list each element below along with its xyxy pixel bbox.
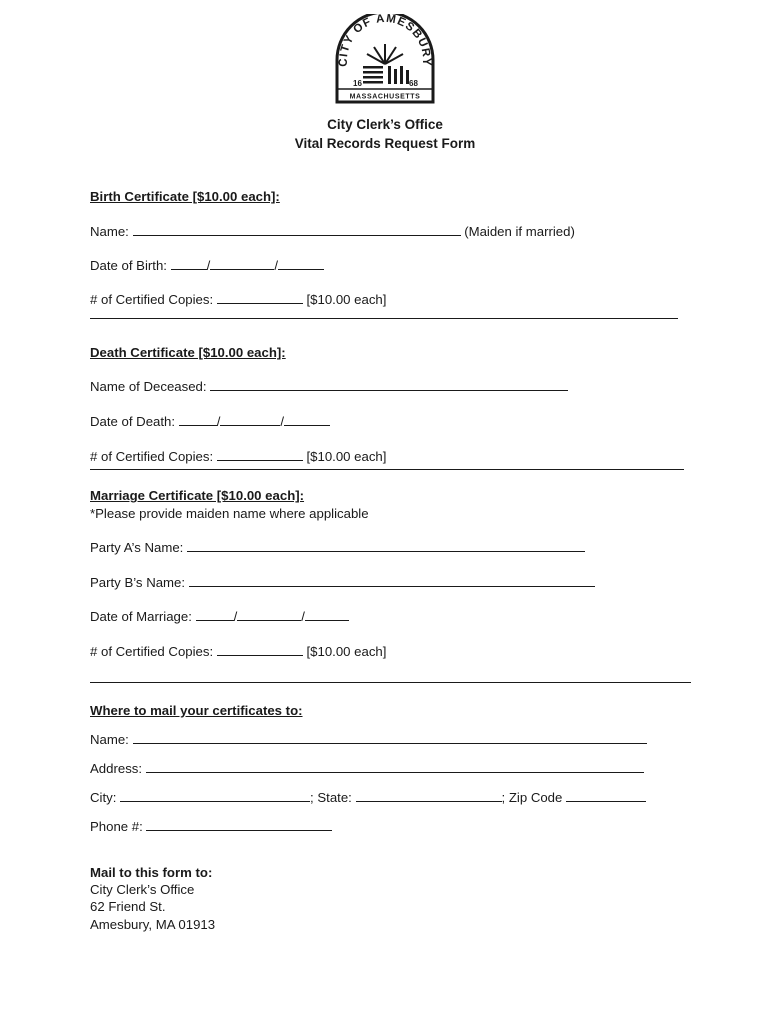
mail-to-line2: 62 Friend St.	[90, 899, 166, 914]
mail-state-label: ; State:	[310, 790, 352, 805]
mail-city-field[interactable]	[120, 790, 310, 802]
marriage-month-field[interactable]	[196, 609, 234, 621]
seal-state-text: MASSACHUSETTS	[349, 93, 421, 101]
birth-name-row	[90, 224, 575, 239]
marriage-copies-note: [$10.00 each]	[306, 644, 387, 659]
city-seal	[333, 14, 437, 104]
death-dod-month-field[interactable]	[179, 414, 217, 426]
death-copies-row	[90, 449, 386, 464]
party-a-field[interactable]	[187, 540, 585, 552]
mail-city-row	[90, 790, 646, 805]
mail-address-label: Address:	[90, 761, 143, 776]
marriage-note: *Please provide maiden name where applicable	[90, 506, 369, 521]
mail-state-field[interactable]	[356, 790, 502, 802]
death-heading: Death Certificate [$10.00 each]:	[90, 345, 286, 360]
death-name-row	[90, 379, 568, 394]
marriage-year-field[interactable]	[305, 609, 349, 621]
birth-copies-label: # of Certified Copies:	[90, 292, 214, 307]
seal-arc-text: CITY OF AMESBURY	[338, 14, 433, 67]
marriage-date-label: Date of Marriage:	[90, 609, 192, 624]
mail-zip-label: ; Zip Code	[501, 790, 563, 805]
death-dod-day-field[interactable]	[220, 414, 280, 426]
death-name-label: Name of Deceased:	[90, 379, 207, 394]
party-b-field[interactable]	[189, 575, 595, 587]
birth-dob-row: Date of Birth: / /	[90, 258, 324, 273]
birth-name-label: Name:	[90, 224, 129, 239]
mail-name-label: Name:	[90, 732, 129, 747]
seal-graphic	[333, 14, 437, 104]
office-title: City Clerk’s Office	[327, 117, 443, 132]
section-divider	[90, 469, 684, 470]
party-a-row	[90, 540, 585, 555]
death-copies-note: [$10.00 each]	[306, 449, 387, 464]
marriage-heading: Marriage Certificate [$10.00 each]:	[90, 488, 305, 503]
birth-dob-month-field[interactable]	[171, 258, 207, 270]
death-dod-year-field[interactable]	[284, 414, 330, 426]
birth-name-note: (Maiden if married)	[464, 224, 575, 239]
death-name-field[interactable]	[210, 379, 568, 391]
birth-name-field[interactable]	[133, 224, 461, 236]
mail-phone-label: Phone #:	[90, 819, 143, 834]
mail-phone-row	[90, 819, 332, 834]
mailing-heading: Where to mail your certificates to:	[90, 703, 303, 718]
death-copies-field[interactable]	[217, 449, 303, 461]
birth-copies-row	[90, 292, 386, 307]
death-dod-row: Date of Death: / /	[90, 414, 330, 429]
birth-dob-year-field[interactable]	[278, 258, 324, 270]
birth-copies-note: [$10.00 each]	[306, 292, 387, 307]
birth-copies-field[interactable]	[217, 292, 303, 304]
mail-to-line3: Amesbury, MA 01913	[90, 917, 216, 932]
mail-address-field[interactable]	[146, 761, 644, 773]
mail-to-heading: Mail to this form to:	[90, 865, 213, 880]
party-b-row	[90, 575, 595, 590]
section-divider	[90, 318, 678, 319]
marriage-copies-label: # of Certified Copies:	[90, 644, 214, 659]
seal-year-left: 16	[353, 79, 362, 88]
mail-to-line1: City Clerk’s Office	[90, 882, 195, 897]
mail-zip-field[interactable]	[566, 790, 646, 802]
mail-address-row	[90, 761, 644, 776]
marriage-copies-field[interactable]	[217, 644, 303, 656]
marriage-day-field[interactable]	[237, 609, 301, 621]
section-divider	[90, 682, 691, 683]
death-dod-label: Date of Death:	[90, 414, 176, 429]
mail-city-label: City:	[90, 790, 117, 805]
party-b-label: Party B’s Name:	[90, 575, 186, 590]
form-title: Vital Records Request Form	[294, 136, 476, 151]
marriage-copies-row	[90, 644, 386, 659]
birth-heading: Birth Certificate [$10.00 each]:	[90, 189, 280, 204]
birth-dob-day-field[interactable]	[210, 258, 274, 270]
death-copies-label: # of Certified Copies:	[90, 449, 214, 464]
sunburst-icon	[367, 44, 403, 64]
birth-dob-label: Date of Birth:	[90, 258, 167, 273]
marriage-date-row: Date of Marriage: / /	[90, 609, 349, 624]
mail-phone-field[interactable]	[146, 819, 332, 831]
mail-name-field[interactable]	[133, 732, 647, 744]
mail-name-row	[90, 732, 647, 747]
seal-year-right: 68	[409, 79, 418, 88]
party-a-label: Party A’s Name:	[90, 540, 184, 555]
